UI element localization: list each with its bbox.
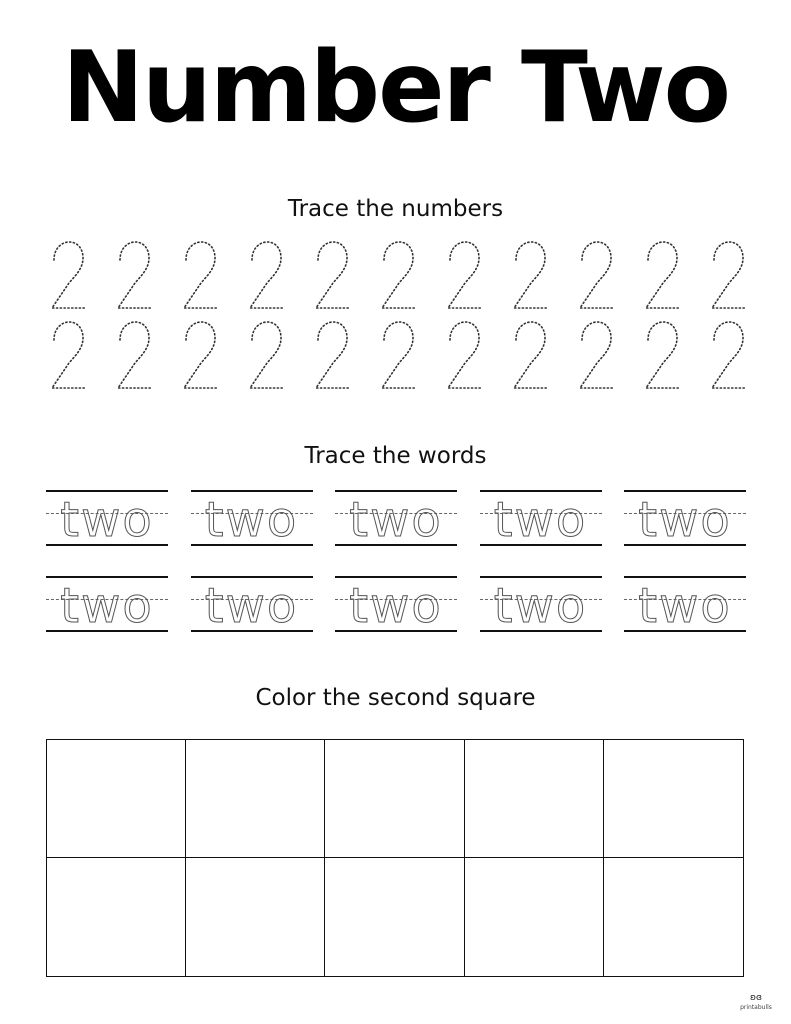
trace-word: two	[638, 492, 732, 548]
trace-digit-two	[377, 238, 417, 316]
trace-digit-two	[245, 318, 285, 396]
color-square[interactable]	[604, 740, 743, 858]
trace-word-cell	[191, 572, 313, 636]
trace-digit-two	[47, 238, 87, 316]
trace-digit-two	[311, 318, 351, 396]
trace-digit-two	[377, 318, 417, 396]
trace-word: two	[493, 578, 588, 634]
trace-words-heading: Trace the words	[304, 443, 487, 469]
trace-word: two	[638, 578, 732, 634]
trace-word-cell	[335, 572, 457, 636]
trace-digit-two	[641, 318, 681, 396]
page-title: Number Two	[62, 31, 729, 145]
color-square[interactable]	[325, 858, 464, 976]
squares-grid	[46, 739, 744, 977]
color-square[interactable]	[47, 740, 186, 858]
color-square[interactable]	[325, 740, 464, 858]
printabulls-logo	[736, 993, 776, 1019]
trace-digit-two	[113, 238, 153, 316]
color-square[interactable]	[186, 740, 325, 858]
trace-word-cell	[335, 486, 457, 550]
trace-digit-two	[641, 238, 681, 316]
color-square[interactable]	[604, 858, 743, 976]
trace-numbers-row-2	[47, 318, 747, 396]
butterfly-logo-icon: ʚɞ	[750, 993, 762, 1003]
trace-digit-two	[443, 318, 483, 396]
trace-word: two	[60, 492, 154, 548]
trace-numbers-heading: Trace the numbers	[287, 196, 504, 222]
trace-word-cell	[624, 572, 746, 636]
trace-word-cell	[46, 486, 168, 550]
trace-digit-two	[575, 238, 615, 316]
trace-word: two	[204, 492, 299, 548]
trace-numbers-row-1	[47, 238, 747, 316]
trace-word: two	[60, 578, 154, 634]
logo-text: printabulls	[740, 1004, 772, 1011]
trace-digit-two	[47, 318, 87, 396]
trace-word: two	[349, 492, 443, 548]
trace-word-cell	[624, 486, 746, 550]
trace-word-cell	[480, 572, 602, 636]
trace-digit-two	[113, 318, 153, 396]
trace-digit-two	[443, 238, 483, 316]
trace-word: two	[204, 578, 299, 634]
trace-digit-two	[179, 318, 219, 396]
trace-word-cell	[480, 486, 602, 550]
trace-word: two	[349, 578, 443, 634]
trace-digit-two	[179, 238, 219, 316]
trace-digit-two	[509, 318, 549, 396]
trace-word-cell	[191, 486, 313, 550]
trace-digit-two	[311, 238, 351, 316]
color-square[interactable]	[186, 858, 325, 976]
trace-digit-two	[509, 238, 549, 316]
color-square[interactable]	[465, 740, 604, 858]
trace-digit-two	[245, 238, 285, 316]
trace-digit-two	[575, 318, 615, 396]
trace-digit-two	[707, 238, 747, 316]
trace-digit-two	[707, 318, 747, 396]
trace-word: two	[493, 492, 588, 548]
trace-word-cell	[46, 572, 168, 636]
trace-words-row-2	[46, 572, 746, 636]
trace-words-row-1	[46, 486, 746, 550]
color-square[interactable]	[47, 858, 186, 976]
color-square[interactable]	[465, 858, 604, 976]
color-square-heading: Color the second square	[255, 685, 536, 711]
